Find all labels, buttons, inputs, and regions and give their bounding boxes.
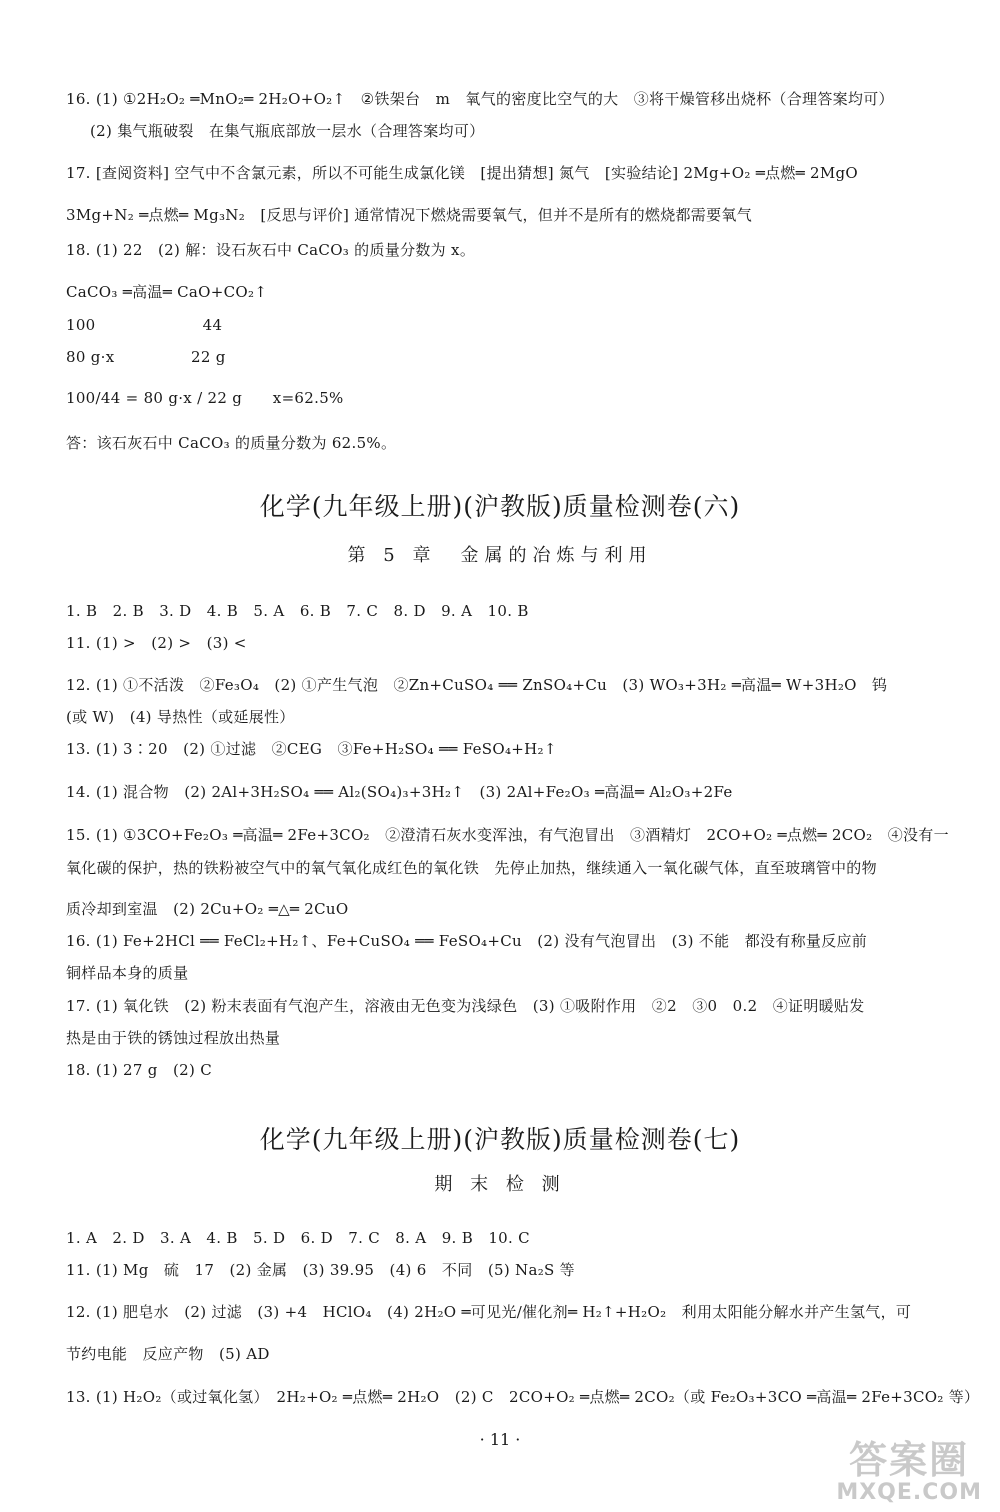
answer-line-17: 17. [查阅资料] 空气中不含氯元素，所以不可能生成氯化镁 [提出猜想] 氮气 [实验结论] 2Mg+O₂ ═点燃═ 2MgO bbox=[66, 164, 859, 182]
answer-line-6-13: 13. (1) 3∶20 (2) ①过滤 ②CEG ③Fe+H₂SO₄ ══ FeSO₄+H₂↑ bbox=[66, 740, 557, 758]
section-6-subtitle: 第 5 章 金属的冶炼与利用 bbox=[347, 545, 653, 566]
answer-line-6-15: 15. (1) ①3CO+Fe₂O₃ ═高温═ 2Fe+3CO₂ ②澄清石灰水变浑浊，有气泡冒出 ③酒精灯 2CO+O₂ ═点燃═ 2CO₂ ④没有一 bbox=[66, 826, 949, 844]
section-7-subtitle: 期 末 检 测 bbox=[434, 1174, 566, 1195]
answer-line-7-12-cont: 节约电能 反应产物 (5) AD bbox=[66, 1345, 270, 1363]
calc-row-2: 80 g·x 22 g bbox=[66, 348, 226, 366]
answer-line-6-17: 17. (1) 氧化铁 (2) 粉末表面有气泡产生，溶液由无色变为浅绿色 (3) ①吸附作用 ②2 ③0 0.2 ④证明暖贴发 bbox=[66, 997, 865, 1015]
answer-line-16: 16. (1) ①2H₂O₂ ═MnO₂═ 2H₂O+O₂↑ ②铁架台 m 氧气的密度比空气的大 ③将干燥管移出烧杯（合理答案均可） bbox=[66, 90, 894, 108]
choice-answers-7: 1. A 2. D 3. A 4. B 5. D 6. D 7. C 8. A 9. B 10. C bbox=[66, 1229, 530, 1247]
calc-answer: 答：该石灰石中 CaCO₃ 的质量分数为 62.5%。 bbox=[66, 434, 397, 452]
choice-answers-6: 1. B 2. B 3. D 4. B 5. A 6. B 7. C 8. D 9. A 10. B bbox=[66, 602, 529, 620]
answer-line-16-2: (2) 集气瓶破裂 在集气瓶底部放一层水（合理答案均可） bbox=[90, 122, 485, 140]
answer-line-6-14: 14. (1) 混合物 (2) 2Al+3H₂SO₄ ══ Al₂(SO₄)₃+3H₂↑ (3) 2Al+Fe₂O₃ ═高温═ Al₂O₃+2Fe bbox=[66, 783, 733, 801]
answer-line-6-16-cont: 铜样品本身的质量 bbox=[66, 964, 189, 982]
answer-line-6-15-cont: 氧化碳的保护，热的铁粉被空气中的氧气氧化成红色的氧化铁 先停止加热，继续通入一氧化碳气体，直至玻璃管中的物 bbox=[66, 859, 877, 877]
section-7-title: 化学(九年级上册)(沪教版)质量检测卷(七) bbox=[259, 1125, 741, 1154]
answer-line-6-12-cont: (或 W) (4) 导热性（或延展性） bbox=[66, 708, 295, 726]
answer-line-7-11: 11. (1) Mg 硫 17 (2) 金属 (3) 39.95 (4) 6 不同 (5) Na₂S 等 bbox=[66, 1261, 575, 1279]
answer-line-6-18: 18. (1) 27 g (2) C bbox=[66, 1061, 212, 1079]
equation-caco3: CaCO₃ ═高温═ CaO+CO₂↑ bbox=[66, 283, 268, 301]
section-6-title: 化学(九年级上册)(沪教版)质量检测卷(六) bbox=[259, 492, 741, 521]
answer-line-7-13: 13. (1) H₂O₂（或过氧化氢） 2H₂+O₂ ═点燃═ 2H₂O (2) C 2CO+O₂ ═点燃═ 2CO₂（或 Fe₂O₃+3CO ═高温═ 2Fe+3CO₂ 等） bbox=[66, 1388, 980, 1406]
watermark-logo bbox=[836, 1438, 982, 1505]
answer-line-6-15-cont2: 质冷却到室温 (2) 2Cu+O₂ ═△═ 2CuO bbox=[66, 900, 349, 918]
answer-line-18: 18. (1) 22 (2) 解：设石灰石中 CaCO₃ 的质量分数为 x。 bbox=[66, 241, 476, 259]
watermark-text: 答案圈 bbox=[849, 1438, 970, 1483]
page-number: · 11 · bbox=[479, 1430, 521, 1449]
answer-line-6-11: 11. (1) > (2) > (3) < bbox=[66, 634, 247, 652]
calc-row-3: 100/44 = 80 g·x / 22 g x=62.5% bbox=[66, 389, 344, 407]
answer-line-7-12: 12. (1) 肥皂水 (2) 过滤 (3) +4 HClO₄ (4) 2H₂O ═可见光/催化剂═ H₂↑+H₂O₂ 利用太阳能分解水并产生氢气，可 bbox=[66, 1303, 912, 1321]
calc-row-1: 100 44 bbox=[66, 316, 223, 334]
answer-line-6-16: 16. (1) Fe+2HCl ══ FeCl₂+H₂↑、Fe+CuSO₄ ══ FeSO₄+Cu (2) 没有气泡冒出 (3) 不能 都没有称量反应前 bbox=[66, 932, 868, 950]
answer-line-6-17-cont: 热是由于铁的锈蚀过程放出热量 bbox=[66, 1029, 281, 1047]
answer-line-6-12: 12. (1) ①不活泼 ②Fe₃O₄ (2) ①产生气泡 ②Zn+CuSO₄ ══ ZnSO₄+Cu (3) WO₃+3H₂ ═高温═ W+3H₂O 钨 bbox=[66, 676, 888, 694]
watermark-url: MXQE.COM bbox=[836, 1479, 982, 1505]
answer-line-17-cont: 3Mg+N₂ ═点燃═ Mg₃N₂ [反思与评价] 通常情况下燃烧需要氧气，但并不是所有的燃烧都需要氧气 bbox=[66, 206, 752, 224]
